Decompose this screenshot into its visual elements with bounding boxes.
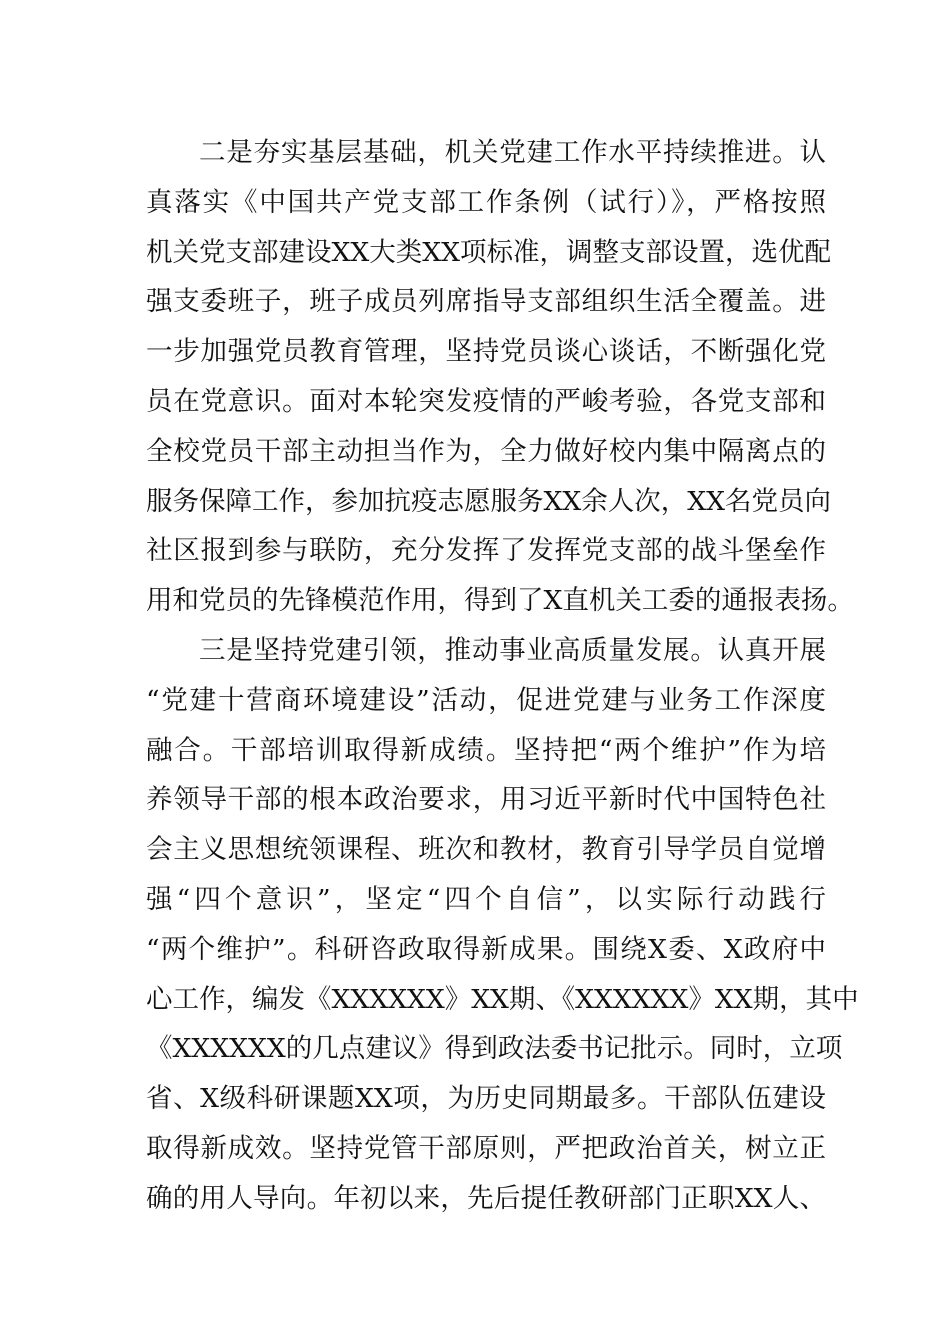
paragraph-2-line-5: 一步加强党员教育管理，坚持党员谈心谈话，不断强化党 xyxy=(146,336,826,368)
paragraph-2-line-3: 机关党支部建设XX大类XX项标准，调整支部设置，选优配 xyxy=(146,236,831,268)
paragraph-3-line-1: 三是坚持党建引领，推动事业高质量发展。认真开展 xyxy=(199,634,826,666)
paragraph-3-line-9: 《XXXXXX的几点建议》得到政法委书记批示。同时，立项 xyxy=(146,1033,843,1065)
paragraph-2-line-2: 真落实《中国共产党支部工作条例（试行）》，严格按照 xyxy=(146,186,826,218)
paragraph-3-line-8: 心工作，编发《XXXXXX》XX期、《XXXXXX》XX期，其中 xyxy=(146,983,859,1015)
paragraph-2-line-4: 强支委班子，班子成员列席指导支部组织生活全覆盖。进 xyxy=(146,286,826,318)
paragraph-2-line-9: 社区报到参与联防，充分发挥了发挥党支部的战斗堡垒作 xyxy=(146,535,826,567)
document-body xyxy=(146,128,859,1224)
paragraph-3-line-10: 省、X级科研课题XX项，为历史同期最多。干部队伍建设 xyxy=(146,1083,826,1115)
paragraph-3-line-4: 养领导干部的根本政治要求，用习近平新时代中国特色社 xyxy=(146,784,826,816)
paragraph-3-line-3: 融合。干部培训取得新成绩。坚持把“两个维护”作为培 xyxy=(146,734,826,766)
paragraph-3-line-12: 确的用人导向。年初以来，先后提任教研部门正职XX人、 xyxy=(146,1182,826,1214)
paragraph-3-line-7: “两个维护”。科研咨政取得新成果。围绕X委、X政府中 xyxy=(146,933,826,965)
paragraph-3-line-6: 强“四个意识”，坚定“四个自信”，以实际行动践行 xyxy=(146,883,826,915)
paragraph-2-line-7: 全校党员干部主动担当作为，全力做好校内集中隔离点的 xyxy=(146,435,826,467)
paragraph-2-line-6: 员在党意识。面对本轮突发疫情的严峻考验，各党支部和 xyxy=(146,385,826,417)
paragraph-2-line-8: 服务保障工作，参加抗疫志愿服务XX余人次，XX名党员向 xyxy=(146,485,831,517)
paragraph-3-line-2: “党建十营商环境建设”活动，促进党建与业务工作深度 xyxy=(146,684,826,716)
paragraph-3-line-11: 取得新成效。坚持党管干部原则，严把政治首关，树立正 xyxy=(146,1132,826,1164)
paragraph-2-line-10: 用和党员的先锋模范作用，得到了X直机关工委的通报表扬。 xyxy=(146,585,854,617)
paragraph-3-line-5: 会主义思想统领课程、班次和教材，教育引导学员自觉增 xyxy=(146,834,826,866)
paragraph-2-line-1: 二是夯实基层基础，机关党建工作水平持续推进。认 xyxy=(199,137,826,168)
